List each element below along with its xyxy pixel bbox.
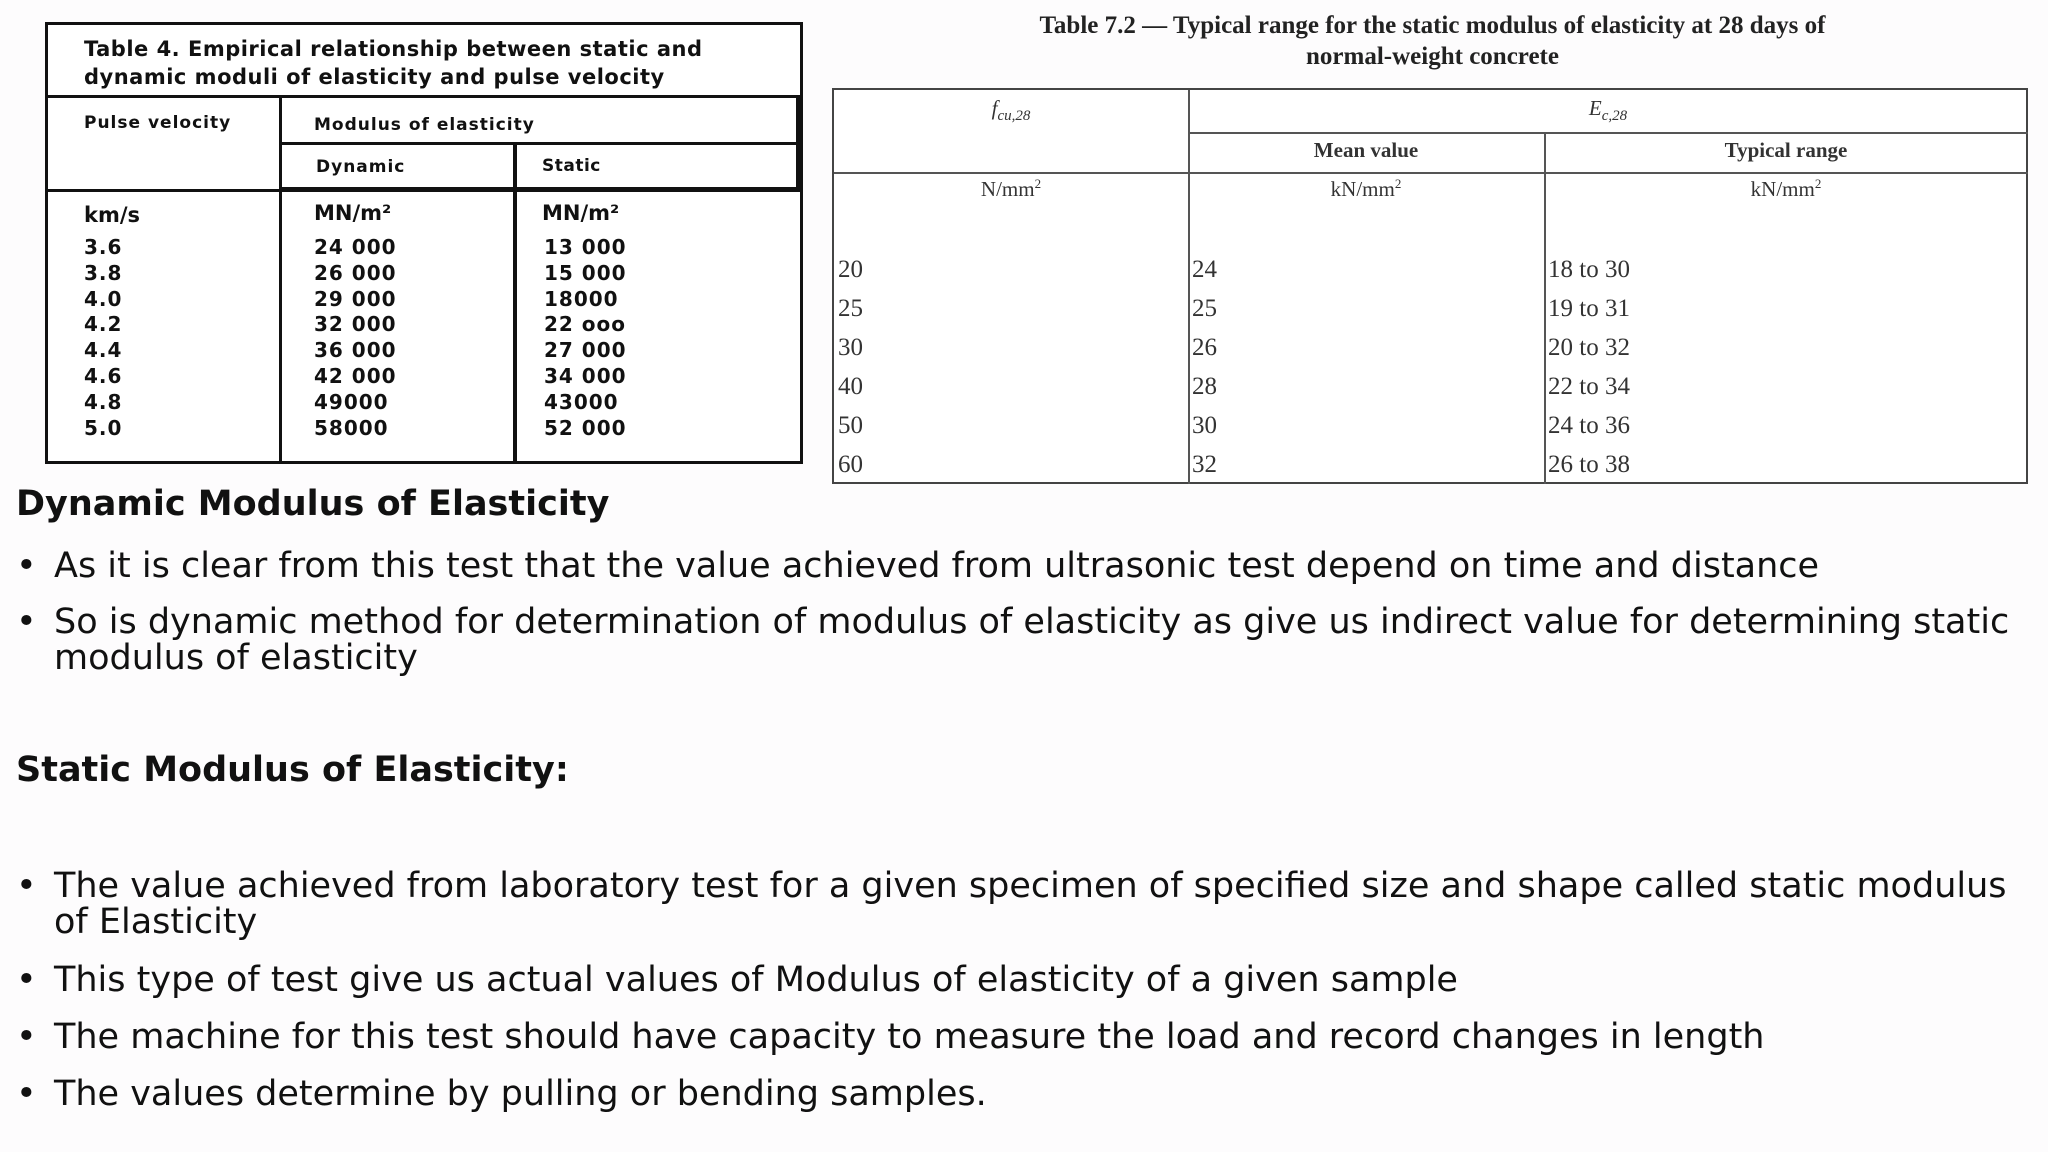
table-4-rule [279, 97, 282, 461]
mean-cell: 32 [1192, 451, 1217, 478]
table-4 [45, 22, 803, 464]
range-cell: 18 to 30 [1548, 256, 1630, 283]
ec-header [1188, 96, 2028, 125]
static-cell: 13 000 [544, 235, 627, 259]
velocity-cell: 4.4 [84, 338, 123, 363]
mean-unit-text: kN/mm [1330, 177, 1395, 201]
static-bullet [16, 962, 2034, 998]
dynamic-bullet [16, 604, 2034, 676]
static-unit: MN/m² [542, 201, 620, 225]
range-unit-text: kN/mm [1750, 177, 1815, 201]
range-cell: 20 to 32 [1548, 334, 1630, 361]
static-cell: 43000 [544, 389, 619, 414]
static-cell: 34 000 [544, 363, 627, 388]
range-column [1548, 250, 1630, 484]
fcu-subscript: cu,28 [997, 108, 1031, 125]
mean-unit [1188, 176, 1544, 202]
mean-cell: 28 [1192, 373, 1217, 400]
static-bullet [16, 868, 2034, 940]
fcu-column [838, 250, 863, 484]
table-4-rule [48, 189, 800, 192]
velocity-unit: km/s [84, 203, 141, 227]
dynamic-cell: 24 000 [314, 235, 397, 259]
dynamic-header: Dynamic [316, 157, 406, 177]
table-4-rule [796, 95, 800, 191]
velocity-cell: 4.6 [84, 363, 123, 388]
table-4-rule [513, 143, 517, 461]
table-4-title-line-2: dynamic moduli of elasticity and pulse velocity [84, 65, 665, 89]
dynamic-cell: 36 000 [314, 338, 397, 363]
fcu-cell: 20 [838, 256, 863, 283]
table-7-2-caption-line-2: normal-weight concrete [1306, 43, 1559, 70]
static-column [544, 235, 627, 441]
dynamic-bullet-text: So is dynamic method for determination of modulus of elasticity as give us indirect value for determining static modulus of elasticity [54, 602, 2010, 678]
static-bullet [16, 1076, 2034, 1112]
velocity-cell: 4.0 [84, 286, 123, 311]
range-unit [1544, 176, 2028, 202]
dynamic-bullet-text: As it is clear from this test that the value achieved from ultrasonic test depend on time and distance [54, 546, 1820, 586]
pulse-velocity-header: Pulse velocity [84, 113, 232, 133]
ec-subscript: c,28 [1601, 108, 1628, 125]
table-7-2-rule [1188, 132, 2028, 134]
velocity-cell: 3.8 [84, 260, 123, 285]
static-modulus-heading: Static Modulus of Elasticity: [16, 750, 569, 790]
fcu-cell: 25 [838, 295, 863, 322]
dynamic-cell: 49000 [314, 389, 389, 414]
velocity-cell: 5.0 [84, 415, 123, 440]
table-4-title-line-1: Table 4. Empirical relationship between static and [84, 37, 703, 61]
mean-cell: 25 [1192, 295, 1217, 322]
table-4-rule [48, 95, 800, 98]
table-7-2-rule [834, 172, 2028, 174]
bullet-dot: • [16, 1017, 37, 1057]
mean-column [1192, 250, 1217, 484]
static-header: Static [542, 156, 601, 176]
bullet-dot: • [16, 546, 37, 586]
bullet-dot: • [16, 960, 37, 1000]
modulus-header: Modulus of elasticity [314, 115, 535, 135]
mean-cell: 26 [1192, 334, 1217, 361]
fcu-cell: 50 [838, 412, 863, 439]
fcu-unit-text: N/mm [980, 177, 1035, 201]
velocity-cell: 4.8 [84, 389, 123, 414]
bullet-dot: • [16, 1074, 37, 1114]
velocity-cell: 4.2 [84, 312, 123, 337]
dynamic-cell: 42 000 [314, 363, 397, 388]
dynamic-bullet [16, 548, 2034, 584]
range-cell: 24 to 36 [1548, 412, 1630, 439]
range-cell: 26 to 38 [1548, 451, 1630, 478]
fcu-unit [834, 176, 1188, 202]
static-bullet-text: The machine for this test should have capacity to measure the load and record changes in length [54, 1017, 1765, 1057]
static-cell: 52 000 [544, 415, 627, 440]
table-7-2-caption-line-1: Table 7.2 — Typical range for the static modulus of elasticity at 28 days of [1039, 12, 1826, 39]
dynamic-cell: 32 000 [314, 312, 397, 337]
dynamic-modulus-heading: Dynamic Modulus of Elasticity [16, 484, 610, 524]
dynamic-unit: MN/m² [314, 201, 392, 225]
mean-cell: 24 [1192, 256, 1217, 283]
range-unit-power: 2 [1814, 176, 1822, 191]
mean-cell: 30 [1192, 412, 1217, 439]
fcu-cell: 30 [838, 334, 863, 361]
static-cell: 18000 [544, 286, 619, 311]
dynamic-column [314, 235, 397, 441]
fcu-cell: 40 [838, 373, 863, 400]
dynamic-cell: 26 000 [314, 260, 397, 285]
dynamic-cell: 58000 [314, 415, 389, 440]
fcu-unit-power: 2 [1034, 176, 1042, 191]
static-bullet-text: The values determine by pulling or bending samples. [54, 1074, 987, 1114]
table-7-2 [832, 88, 2028, 484]
static-bullet-text: The value achieved from laboratory test for a given specimen of specified size and shape called static modulus of Elasticity [54, 866, 2007, 942]
table-4-rule [282, 142, 800, 145]
typical-range-header: Typical range [1724, 138, 1848, 162]
dynamic-cell: 29 000 [314, 286, 397, 311]
static-cell: 27 000 [544, 338, 627, 363]
fcu-header [834, 96, 1188, 125]
range-cell: 19 to 31 [1548, 295, 1630, 322]
table-4-title [84, 35, 703, 91]
static-cell: 22 ooo [544, 312, 627, 337]
bullet-dot: • [16, 866, 37, 906]
velocity-cell: 3.6 [84, 235, 123, 259]
ec-symbol: E [1588, 96, 1602, 120]
bullet-dot: • [16, 602, 37, 642]
fcu-symbol: f [991, 96, 998, 120]
mean-value-header: Mean value [1313, 138, 1419, 162]
static-bullet [16, 1019, 2034, 1055]
table-7-2-caption [830, 10, 2035, 72]
fcu-cell: 60 [838, 451, 863, 478]
static-bullet-text: This type of test give us actual values of Modulus of elasticity of a given sample [54, 960, 1458, 1000]
mean-unit-power: 2 [1394, 176, 1402, 191]
static-cell: 15 000 [544, 260, 627, 285]
velocity-column [84, 235, 122, 441]
range-cell: 22 to 34 [1548, 373, 1630, 400]
